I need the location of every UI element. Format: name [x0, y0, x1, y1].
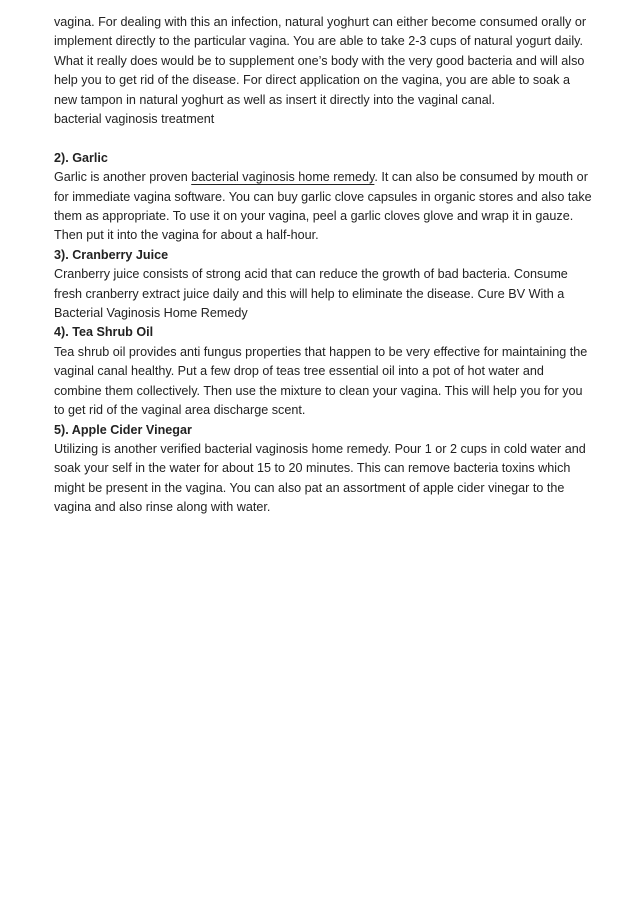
section-body-garlic	[54, 168, 594, 246]
section-heading-garlic: 2). Garlic	[54, 150, 108, 165]
home-remedy-link[interactable]: bacterial vaginosis home remedy	[191, 170, 375, 185]
garlic-body-end: . It can also be consumed by mouth or for immediate vagina software. You can buy garlic clove capsules in organic stores and also take them as appropriate. To use it on your vagina, peel a garlic cloves glove and wrap it in gauze. Then put it into the vagina for about a half-hour.	[54, 170, 592, 243]
intro-text: vagina. For dealing with this an infection, natural yoghurt can either become consumed orally or implement directly to the particular vagina. You are able to take 2-3 cups of natural yogurt daily. What it really does would be to supplement one’s body with the very good bacteria and will also help you to get rid of the disease. For direct application on the vagina, you are able to soak a new tampon in natural yoghurt as well as insert it directly into the vaginal canal.	[54, 15, 587, 107]
section-body-apple-cider-vinegar: Utilizing is another verified bacterial vaginosis home remedy. Pour 1 or 2 cups in cold water and soak your self in the water for about 15 to 20 minutes. This can remove bacteria toxins which might be present in the vagina. You can also pat an assortment of apple cider vinegar to the vagina and also rinse along with water.	[54, 441, 586, 515]
intro-paragraph	[54, 13, 594, 129]
garlic-body-start: Garlic is another proven	[54, 170, 192, 185]
section-body-tea-shrub-oil: Tea shrub oil provides anti fungus properties that happen to be very effective for maintaining the vaginal canal healthy. Put a few drop of teas tree essential oil into a pot of hot water and combine them collectively. Then use the mixture to clean your vagina. This will help you for you to get rid of the vaginal area discharge scent.	[54, 344, 588, 418]
section-heading-apple-cider-vinegar: 5). Apple Cider Vinegar	[54, 422, 192, 437]
section-heading-tea-shrub-oil: 4). Tea Shrub Oil	[54, 325, 154, 340]
document-page	[54, 13, 594, 518]
section-heading-cranberry: 3). Cranberry Juice	[54, 247, 169, 262]
intro-trailing-text: bacterial vaginosis treatment	[54, 112, 215, 127]
section-body-cranberry: Cranberry juice consists of strong acid that can reduce the growth of bad bacteria. Consume fresh cranberry extract juice daily and this will help to eliminate the disease. Cure BV With a Bacterial Vaginosis Home Remedy	[54, 267, 568, 321]
